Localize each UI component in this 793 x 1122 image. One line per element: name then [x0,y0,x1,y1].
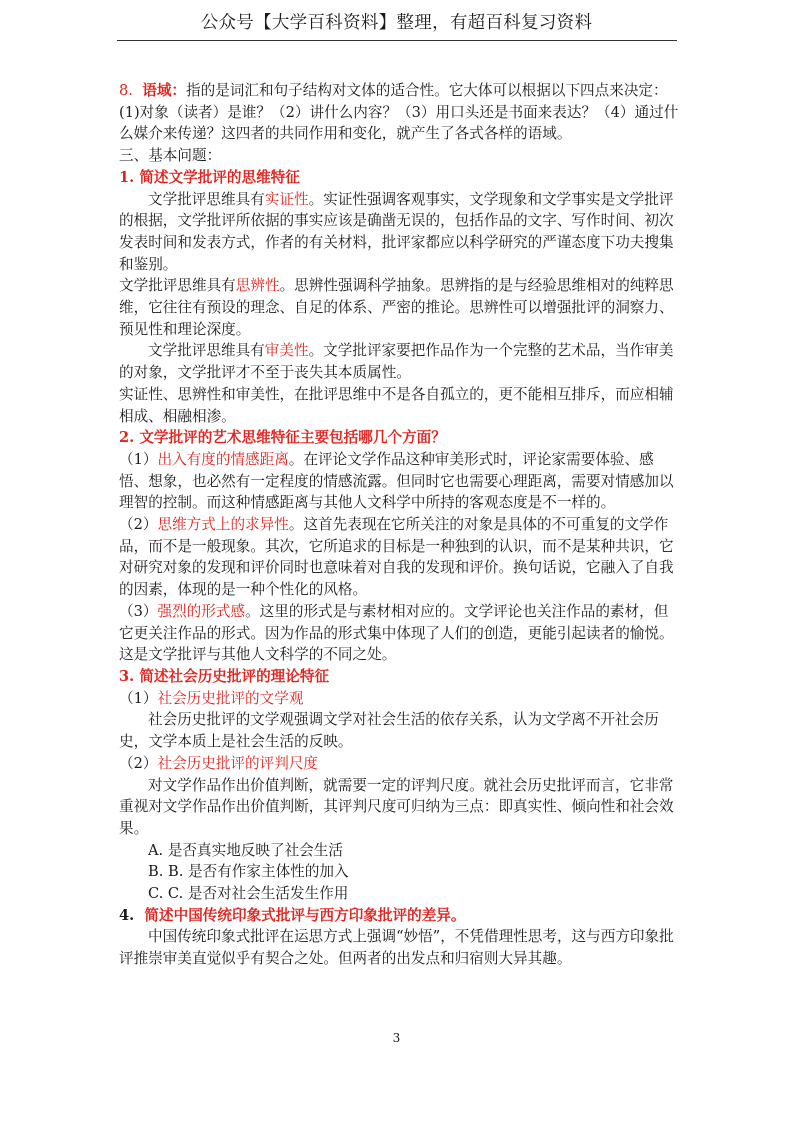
question-1-heading: 1. 简述文学批评的思维特征 [119,168,300,186]
q1-p3-lead: 文学批评思维具有 [148,342,265,360]
q1-paragraph-2 [119,275,679,340]
q3-sub-1-number: （1） [119,689,158,707]
q1-p2-lead: 文学批评思维具有 [119,277,236,295]
q3-paragraph-1: 社会历史批评的文学观强调文学对社会生活的依存关系，认为文学离不开社会历史，文学本质上是社会生活的反映。 [119,711,659,751]
definition-term: 语域： [142,82,187,99]
q1-p1-lead: 文学批评思维具有 [148,190,265,208]
q3-paragraph-2: 对文学作品作出价值判断，就需要一定的评判尺度。就社会历史批评而言，它非常重视对文学作品作出价值判断，其评判尺度可归纳为三点：即真实性、倾向性和社会效果。 [119,776,674,837]
q1-p1-body: 。实证性强调客观事实，文学现象和文学事实是文学批评的根据，文学批评所依据的事实应该是确凿无误的，包括作品的文字、写作时间、初次发表时间和发表方式，作者的有关材料，批评家都应以科学研究的严谨态度下功夫搜集和鉴别。 [119,190,674,273]
q1-p3-keyword: 审美性 [264,342,309,360]
q4-number: 4. [119,906,135,924]
definition-number: 8. [119,82,133,99]
q2-item-3-body: 。这里的形式是与素材相对应的。文学评论也关注作品的素材，但它更关注作品的形式。因为作品的形式集中体现了人们的创造，更能引起读者的愉悦。这是文学批评与其他人文科学的不同之处。 [119,602,674,664]
q3-subheading-1 [119,688,679,710]
q3-sub-2-keyword: 社会历史批评的评判尺度 [157,754,319,772]
q3-sub-1-keyword: 社会历史批评的文学观 [157,689,304,707]
q1-p2-keyword: 思辨性 [235,277,280,295]
q3-list-item-c: C. C. 是否对社会生活发生作用 [148,885,349,903]
q2-item-2-keyword: 思维方式上的求异性 [157,516,289,534]
definition-text: 指的是词汇和句子结构对文体的适合性。它大体可以根据以下四点来决定：(1)对象（读者）是谁？（2）讲什么内容？（3）用口头还是书面来表达？（4）通过什么媒介来传递？这四者的共同作用和变化，就产生了各式各样的语域。 [119,82,679,143]
q2-item-3 [119,601,679,666]
q1-p3-body: 。文学批评家要把作品作为一个完整的艺术品，当作审美的对象，文学批评才不至于丧失其本质属性。 [119,342,674,382]
q3-sub-2-number: （2） [119,754,158,772]
q2-item-2-number: （2） [119,516,158,534]
q2-item-1-keyword: 出入有度的情感距离 [157,450,289,468]
page-number: 3 [392,1031,401,1045]
question-4-heading [119,905,679,927]
q3-subheading-2 [119,753,679,775]
definition-yuyu [119,80,679,145]
q1-p2-body: 。思辨性强调科学抽象。思辨指的是与经验思维相对的纯粹思维，它往往有预设的理念、自足的体系、严密的推论。思辨性可以增强批评的洞察力、预见性和理论深度。 [119,277,674,338]
q3-list-item-a: A. 是否真实地反映了社会生活 [148,841,343,859]
question-3-heading: 3. 简述社会历史批评的理论特征 [119,667,330,685]
q2-item-1-number: （1） [119,450,158,468]
q2-item-3-number: （3） [119,602,158,620]
header-divider [117,40,677,41]
section-title: 三、基本问题： [119,147,222,165]
q3-list-item-b: B. B. 是否有作家主体性的加入 [148,863,349,881]
q2-item-3-keyword: 强烈的形式感 [157,602,246,620]
q1-p1-keyword: 实证性 [264,190,309,208]
page-header: 公众号【大学百科资料】整理，有超百科复习资料 [200,13,593,33]
q2-item-2 [119,514,679,601]
q2-item-1 [119,449,679,514]
q2-item-2-body: 。这首先表现在它所关注的对象是具体的不可重复的文学作品，而不是一般现象。其次，它所追求的目标是一种独到的认识，而不是某种共识，它对研究对象的发现和评价同时也意味着对自我的发现和评价。换句话说，它融入了自我的因素，体现的是一种个性化的风格。 [119,516,674,599]
q4-heading-text: 简述中国传统印象式批评与西方印象批评的差异。 [144,906,466,924]
q2-item-1-body: 。在评论文学作品这种审美形式时，评论家需要体验、感悟、想象，也必然有一定程度的情感流露。但同时它也需要心理距离，需要对情感加以理智的控制。而这种情感距离与其他人文科学中所持的客观态度是不一样的。 [119,450,674,512]
question-2-heading: 2. 文学批评的艺术思维特征主要包括哪几个方面？ [119,429,446,447]
q1-paragraph-1 [119,189,679,276]
q4-paragraph: 中国传统印象式批评在运思方式上强调“妙悟”，不凭借理性思考，这与西方印象批评推崇审美直觉似乎有契合之处。但两者的出发点和归宿则大异其趣。 [119,928,674,968]
document-body [119,80,679,970]
q1-paragraph-3 [119,340,679,383]
q1-paragraph-4: 实证性、思辨性和审美性，在批评思维中不是各自孤立的，更不能相互排斥，而应相辅相成、相融相渗。 [119,385,674,425]
